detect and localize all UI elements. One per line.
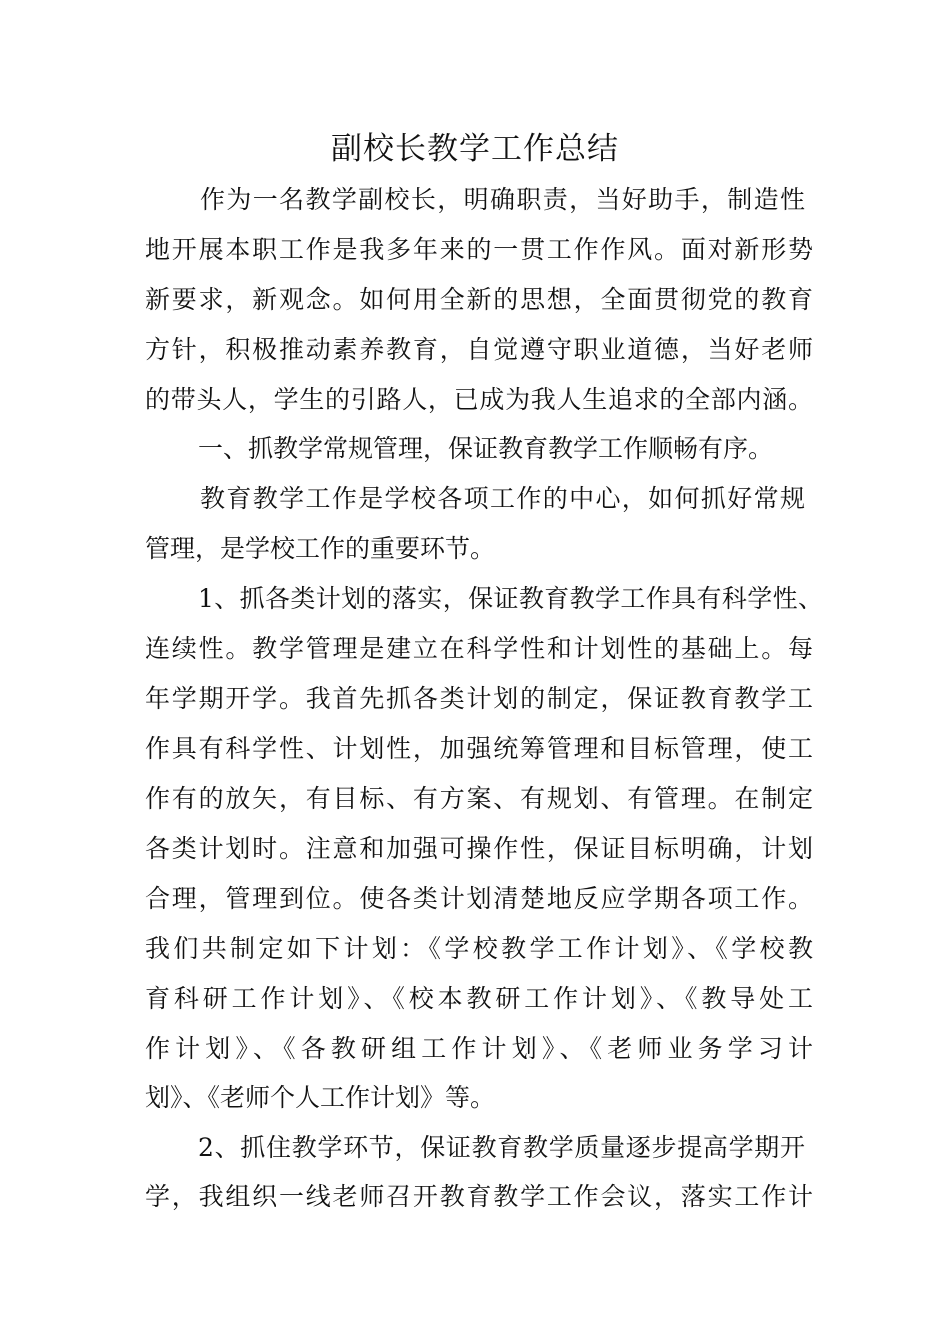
body-line: 管理，是学校工作的重要环节。 [145, 534, 496, 563]
body-line: 年学期开学。我首先抓各类计划的制定，保证教育教学工 [145, 684, 813, 713]
body-line: 划》、《老师个人工作计划》等。 [145, 1083, 496, 1112]
section-heading: 一、抓教学常规管理，保证教育教学工作顺畅有序。 [198, 434, 774, 463]
body-line: 2、抓住教学环节，保证教育教学质量逐步提高学期开 [198, 1133, 805, 1162]
body-line: 作具有科学性、计划性，加强统筹管理和目标管理，使工 [145, 734, 813, 763]
body-line: 1、抓各类计划的落实，保证教育教学工作具有科学性、 [198, 584, 823, 613]
body-line: 作计划》、《各教研组工作计划》、《老师业务学习计 [145, 1034, 813, 1063]
body-line: 教育教学工作是学校各项工作的中心，如何抓好常规 [200, 484, 805, 513]
body-line: 我们共制定如下计划：《学校教学工作计划》、《学校教 [145, 934, 813, 963]
body-line: 学，我组织一线老师召开教育教学工作会议，落实工作计 [145, 1182, 813, 1211]
body-line: 作有的放矢，有目标、有方案、有规划、有管理。在制定 [145, 784, 813, 813]
body-line: 连续性。教学管理是建立在科学性和计划性的基础上。每 [145, 634, 813, 663]
body-line: 作为一名教学副校长，明确职责，当好助手，制造性 [200, 185, 805, 214]
body-line: 的带头人，学生的引路人，已成为我人生追求的全部内涵。 [145, 385, 813, 414]
body-line: 方针，积极推动素养教育，自觉遵守职业道德，当好老师 [145, 335, 813, 364]
document-title: 副校长教学工作总结 [331, 131, 619, 167]
body-line: 地开展本职工作是我多年来的一贯工作作风。面对新形势 [145, 235, 813, 264]
body-line: 各类计划时。注意和加强可操作性，保证目标明确，计划 [145, 834, 813, 863]
body-line: 育科研工作计划》、《校本教研工作计划》、《教导处工 [145, 984, 813, 1013]
body-line: 合理，管理到位。使各类计划清楚地反应学期各项工作。 [145, 884, 813, 913]
body-line: 新要求，新观念。如何用全新的思想，全面贯彻党的教育 [145, 285, 813, 314]
